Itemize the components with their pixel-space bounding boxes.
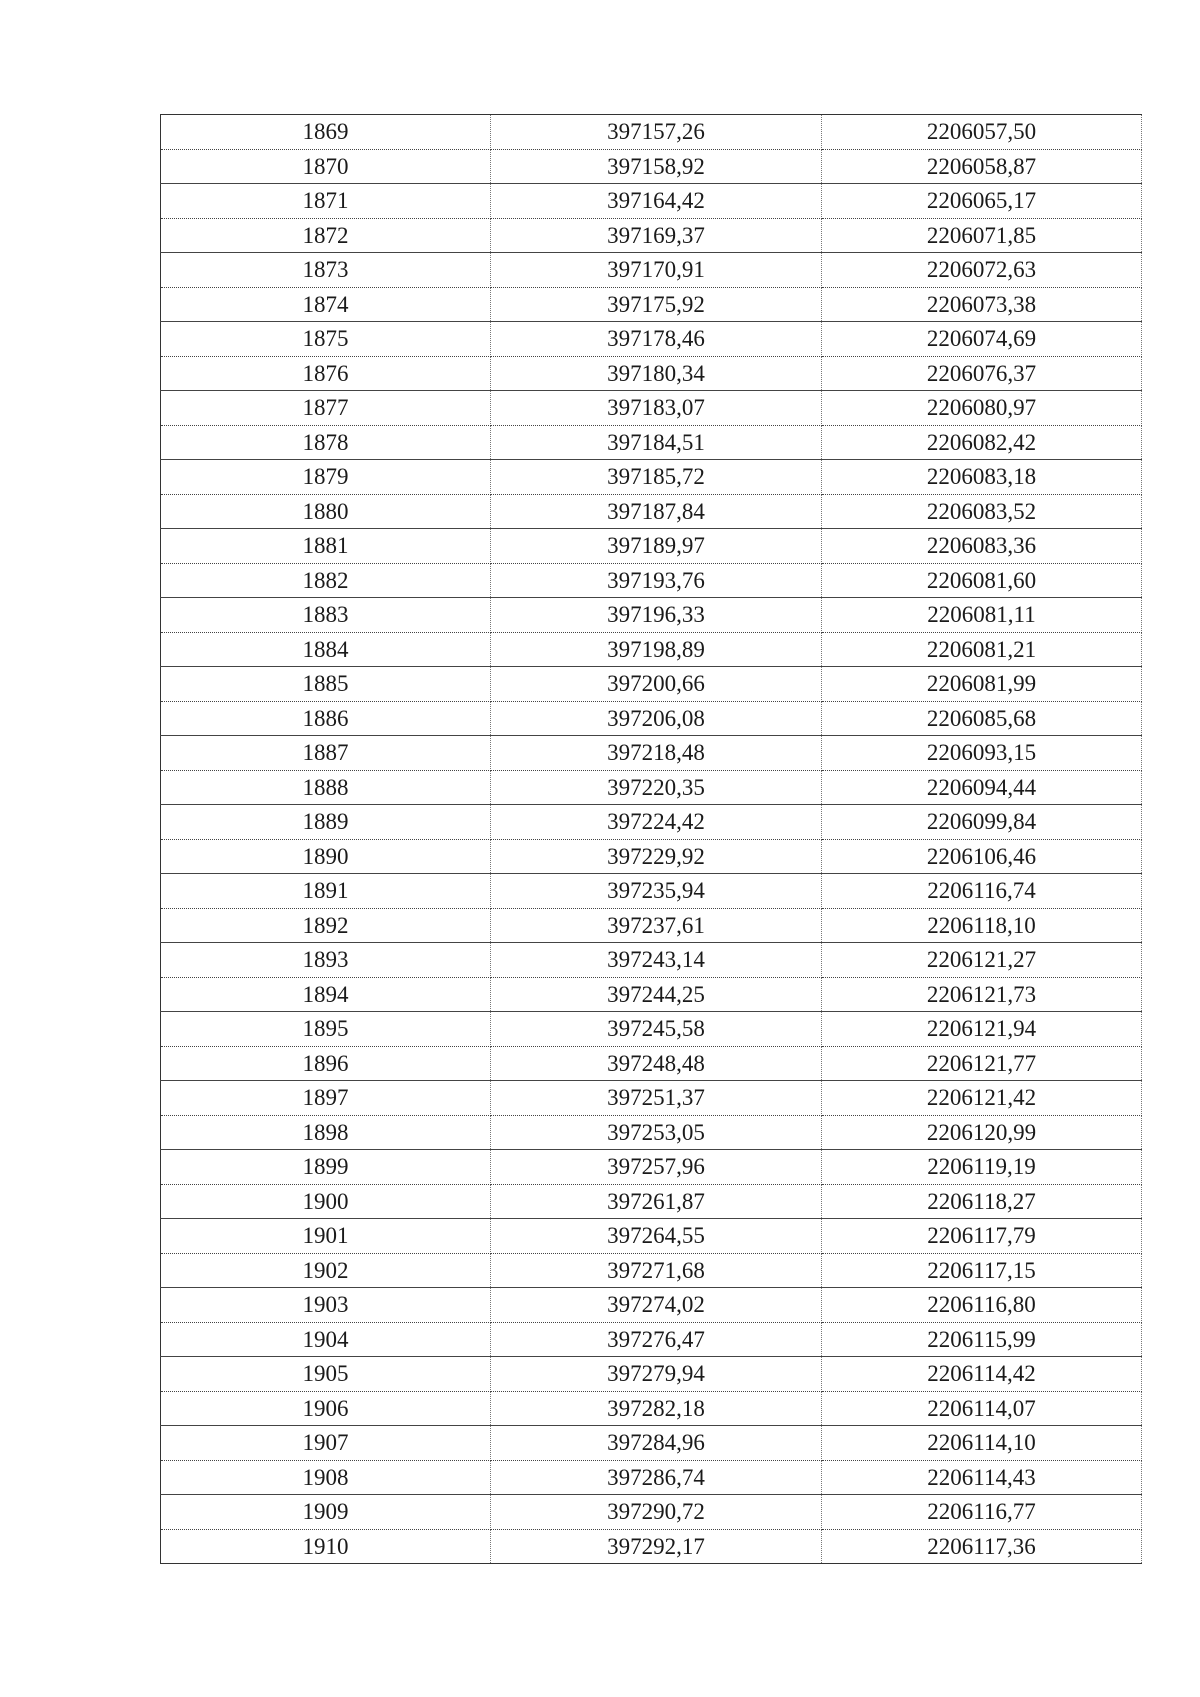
- point-number-cell: 1896: [161, 1046, 491, 1081]
- x-coordinate-cell: 397178,46: [491, 322, 822, 357]
- table-row: [161, 598, 1142, 633]
- x-coordinate-cell: 397158,92: [491, 149, 822, 184]
- table-row: [161, 1391, 1142, 1426]
- point-number-cell: 1869: [161, 115, 491, 150]
- point-number-cell: 1875: [161, 322, 491, 357]
- point-number-cell: 1892: [161, 908, 491, 943]
- table-row: [161, 184, 1142, 219]
- point-number-cell: 1882: [161, 563, 491, 598]
- point-number-cell: 1895: [161, 1012, 491, 1047]
- table-row: [161, 287, 1142, 322]
- y-coordinate-cell: 2206121,73: [822, 977, 1142, 1012]
- x-coordinate-cell: 397264,55: [491, 1219, 822, 1254]
- x-coordinate-cell: 397224,42: [491, 805, 822, 840]
- point-number-cell: 1883: [161, 598, 491, 633]
- point-number-cell: 1871: [161, 184, 491, 219]
- y-coordinate-cell: 2206081,99: [822, 667, 1142, 702]
- point-number-cell: 1872: [161, 218, 491, 253]
- x-coordinate-cell: 397157,26: [491, 115, 822, 150]
- point-number-cell: 1877: [161, 391, 491, 426]
- point-number-cell: 1901: [161, 1219, 491, 1254]
- x-coordinate-cell: 397183,07: [491, 391, 822, 426]
- table-row: [161, 1219, 1142, 1254]
- x-coordinate-cell: 397245,58: [491, 1012, 822, 1047]
- x-coordinate-cell: 397251,37: [491, 1081, 822, 1116]
- x-coordinate-cell: 397248,48: [491, 1046, 822, 1081]
- y-coordinate-cell: 2206121,77: [822, 1046, 1142, 1081]
- point-number-cell: 1873: [161, 253, 491, 288]
- point-number-cell: 1889: [161, 805, 491, 840]
- coordinates-table: [160, 114, 1142, 1564]
- x-coordinate-cell: 397170,91: [491, 253, 822, 288]
- y-coordinate-cell: 2206080,97: [822, 391, 1142, 426]
- x-coordinate-cell: 397286,74: [491, 1460, 822, 1495]
- x-coordinate-cell: 397276,47: [491, 1322, 822, 1357]
- y-coordinate-cell: 2206058,87: [822, 149, 1142, 184]
- x-coordinate-cell: 397184,51: [491, 425, 822, 460]
- y-coordinate-cell: 2206117,15: [822, 1253, 1142, 1288]
- x-coordinate-cell: 397243,14: [491, 943, 822, 978]
- point-number-cell: 1900: [161, 1184, 491, 1219]
- x-coordinate-cell: 397206,08: [491, 701, 822, 736]
- x-coordinate-cell: 397282,18: [491, 1391, 822, 1426]
- point-number-cell: 1905: [161, 1357, 491, 1392]
- point-number-cell: 1881: [161, 529, 491, 564]
- point-number-cell: 1897: [161, 1081, 491, 1116]
- table-row: [161, 1426, 1142, 1461]
- x-coordinate-cell: 397271,68: [491, 1253, 822, 1288]
- y-coordinate-cell: 2206076,37: [822, 356, 1142, 391]
- table-row: [161, 1012, 1142, 1047]
- y-coordinate-cell: 2206118,10: [822, 908, 1142, 943]
- table-row: [161, 1253, 1142, 1288]
- point-number-cell: 1903: [161, 1288, 491, 1323]
- y-coordinate-cell: 2206072,63: [822, 253, 1142, 288]
- x-coordinate-cell: 397284,96: [491, 1426, 822, 1461]
- table-row: [161, 563, 1142, 598]
- point-number-cell: 1907: [161, 1426, 491, 1461]
- y-coordinate-cell: 2206121,94: [822, 1012, 1142, 1047]
- point-number-cell: 1884: [161, 632, 491, 667]
- y-coordinate-cell: 2206094,44: [822, 770, 1142, 805]
- point-number-cell: 1888: [161, 770, 491, 805]
- table-row: [161, 460, 1142, 495]
- y-coordinate-cell: 2206073,38: [822, 287, 1142, 322]
- table-row: [161, 1495, 1142, 1530]
- point-number-cell: 1908: [161, 1460, 491, 1495]
- y-coordinate-cell: 2206085,68: [822, 701, 1142, 736]
- y-coordinate-cell: 2206116,80: [822, 1288, 1142, 1323]
- y-coordinate-cell: 2206119,19: [822, 1150, 1142, 1185]
- table-row: [161, 839, 1142, 874]
- y-coordinate-cell: 2206099,84: [822, 805, 1142, 840]
- x-coordinate-cell: 397185,72: [491, 460, 822, 495]
- y-coordinate-cell: 2206114,10: [822, 1426, 1142, 1461]
- x-coordinate-cell: 397187,84: [491, 494, 822, 529]
- x-coordinate-cell: 397169,37: [491, 218, 822, 253]
- table-row: [161, 1115, 1142, 1150]
- y-coordinate-cell: 2206071,85: [822, 218, 1142, 253]
- point-number-cell: 1874: [161, 287, 491, 322]
- y-coordinate-cell: 2206114,43: [822, 1460, 1142, 1495]
- point-number-cell: 1870: [161, 149, 491, 184]
- x-coordinate-cell: 397235,94: [491, 874, 822, 909]
- x-coordinate-cell: 397200,66: [491, 667, 822, 702]
- y-coordinate-cell: 2206116,77: [822, 1495, 1142, 1530]
- point-number-cell: 1893: [161, 943, 491, 978]
- table-row: [161, 667, 1142, 702]
- y-coordinate-cell: 2206117,36: [822, 1529, 1142, 1564]
- x-coordinate-cell: 397257,96: [491, 1150, 822, 1185]
- coordinates-table-body: [161, 115, 1142, 1564]
- x-coordinate-cell: 397193,76: [491, 563, 822, 598]
- y-coordinate-cell: 2206093,15: [822, 736, 1142, 771]
- x-coordinate-cell: 397218,48: [491, 736, 822, 771]
- y-coordinate-cell: 2206116,74: [822, 874, 1142, 909]
- table-row: [161, 494, 1142, 529]
- table-row: [161, 1081, 1142, 1116]
- x-coordinate-cell: 397164,42: [491, 184, 822, 219]
- x-coordinate-cell: 397175,92: [491, 287, 822, 322]
- table-row: [161, 391, 1142, 426]
- point-number-cell: 1904: [161, 1322, 491, 1357]
- point-number-cell: 1887: [161, 736, 491, 771]
- y-coordinate-cell: 2206082,42: [822, 425, 1142, 460]
- table-row: [161, 322, 1142, 357]
- table-row: [161, 1322, 1142, 1357]
- x-coordinate-cell: 397180,34: [491, 356, 822, 391]
- table-row: [161, 1150, 1142, 1185]
- x-coordinate-cell: 397229,92: [491, 839, 822, 874]
- x-coordinate-cell: 397220,35: [491, 770, 822, 805]
- point-number-cell: 1878: [161, 425, 491, 460]
- y-coordinate-cell: 2206081,21: [822, 632, 1142, 667]
- table-row: [161, 736, 1142, 771]
- y-coordinate-cell: 2206118,27: [822, 1184, 1142, 1219]
- table-row: [161, 770, 1142, 805]
- y-coordinate-cell: 2206114,07: [822, 1391, 1142, 1426]
- table-row: [161, 977, 1142, 1012]
- point-number-cell: 1890: [161, 839, 491, 874]
- y-coordinate-cell: 2206083,36: [822, 529, 1142, 564]
- table-row: [161, 908, 1142, 943]
- x-coordinate-cell: 397261,87: [491, 1184, 822, 1219]
- table-row: [161, 701, 1142, 736]
- point-number-cell: 1898: [161, 1115, 491, 1150]
- point-number-cell: 1876: [161, 356, 491, 391]
- y-coordinate-cell: 2206081,11: [822, 598, 1142, 633]
- y-coordinate-cell: 2206120,99: [822, 1115, 1142, 1150]
- x-coordinate-cell: 397274,02: [491, 1288, 822, 1323]
- table-row: [161, 1357, 1142, 1392]
- x-coordinate-cell: 397244,25: [491, 977, 822, 1012]
- table-row: [161, 874, 1142, 909]
- x-coordinate-cell: 397196,33: [491, 598, 822, 633]
- table-row: [161, 356, 1142, 391]
- x-coordinate-cell: 397279,94: [491, 1357, 822, 1392]
- table-row: [161, 1529, 1142, 1564]
- y-coordinate-cell: 2206074,69: [822, 322, 1142, 357]
- point-number-cell: 1886: [161, 701, 491, 736]
- table-row: [161, 1288, 1142, 1323]
- x-coordinate-cell: 397292,17: [491, 1529, 822, 1564]
- y-coordinate-cell: 2206121,42: [822, 1081, 1142, 1116]
- table-row: [161, 425, 1142, 460]
- x-coordinate-cell: 397237,61: [491, 908, 822, 943]
- y-coordinate-cell: 2206065,17: [822, 184, 1142, 219]
- x-coordinate-cell: 397189,97: [491, 529, 822, 564]
- point-number-cell: 1880: [161, 494, 491, 529]
- point-number-cell: 1894: [161, 977, 491, 1012]
- table-row: [161, 632, 1142, 667]
- point-number-cell: 1910: [161, 1529, 491, 1564]
- y-coordinate-cell: 2206083,18: [822, 460, 1142, 495]
- table-row: [161, 218, 1142, 253]
- point-number-cell: 1899: [161, 1150, 491, 1185]
- table-row: [161, 943, 1142, 978]
- table-row: [161, 115, 1142, 150]
- table-row: [161, 149, 1142, 184]
- y-coordinate-cell: 2206057,50: [822, 115, 1142, 150]
- y-coordinate-cell: 2206115,99: [822, 1322, 1142, 1357]
- y-coordinate-cell: 2206121,27: [822, 943, 1142, 978]
- table-row: [161, 805, 1142, 840]
- point-number-cell: 1906: [161, 1391, 491, 1426]
- y-coordinate-cell: 2206106,46: [822, 839, 1142, 874]
- x-coordinate-cell: 397253,05: [491, 1115, 822, 1150]
- table-row: [161, 1046, 1142, 1081]
- point-number-cell: 1885: [161, 667, 491, 702]
- x-coordinate-cell: 397290,72: [491, 1495, 822, 1530]
- x-coordinate-cell: 397198,89: [491, 632, 822, 667]
- table-row: [161, 253, 1142, 288]
- point-number-cell: 1879: [161, 460, 491, 495]
- y-coordinate-cell: 2206081,60: [822, 563, 1142, 598]
- point-number-cell: 1909: [161, 1495, 491, 1530]
- y-coordinate-cell: 2206114,42: [822, 1357, 1142, 1392]
- y-coordinate-cell: 2206117,79: [822, 1219, 1142, 1254]
- table-row: [161, 529, 1142, 564]
- y-coordinate-cell: 2206083,52: [822, 494, 1142, 529]
- point-number-cell: 1902: [161, 1253, 491, 1288]
- point-number-cell: 1891: [161, 874, 491, 909]
- table-row: [161, 1460, 1142, 1495]
- table-row: [161, 1184, 1142, 1219]
